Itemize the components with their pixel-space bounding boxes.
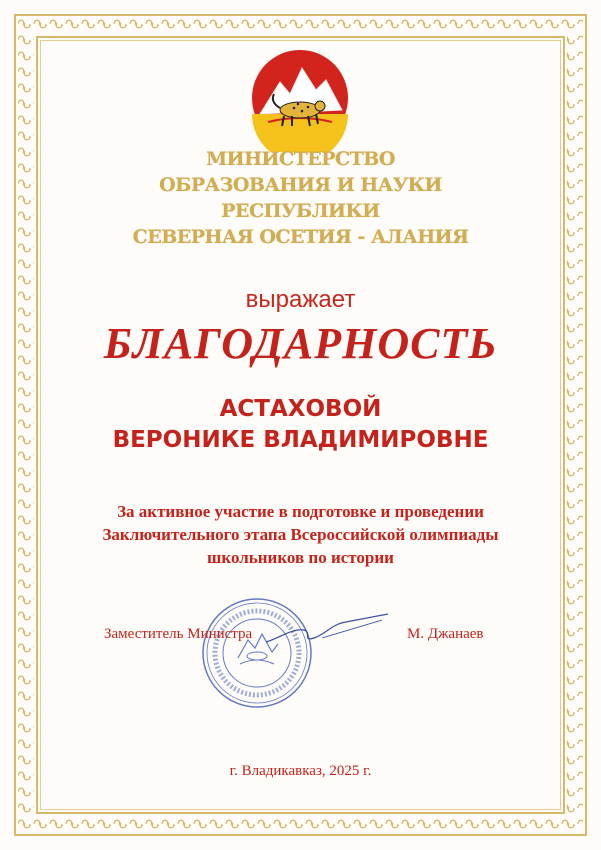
- reason-line: школьников по истории: [207, 548, 394, 567]
- award-reason: [40, 500, 561, 569]
- handwritten-signature-icon: [262, 608, 392, 648]
- signatory-title: Заместитель Министра: [104, 626, 253, 642]
- ministry-name: [60, 146, 541, 250]
- signatory-name: М. Джанаев: [407, 626, 484, 642]
- recipient-name: [40, 394, 561, 456]
- gratitude-heading: БЛАГОДАРНОСТЬ: [103, 319, 498, 368]
- coat-of-arms-icon: [246, 44, 354, 152]
- ministry-line: СЕВЕРНАЯ ОСЕТИЯ - АЛАНИЯ: [132, 226, 469, 248]
- ministry-line: РЕСПУБЛИКИ: [221, 200, 380, 222]
- place-and-date: г. Владикавказ, 2025 г.: [229, 763, 372, 779]
- recipient-line: ВЕРОНИКЕ ВЛАДИМИРОВНЕ: [112, 427, 489, 453]
- ministry-line: МИНИСТЕРСТВО: [206, 148, 395, 170]
- reason-line: За активное участие в подготовке и проведении: [117, 502, 484, 521]
- expresses-text: выражает: [245, 286, 356, 313]
- reason-line: Заключительного этапа Всероссийской олимпиады: [102, 525, 499, 544]
- ministry-line: ОБРАЗОВАНИЯ И НАУКИ: [159, 174, 442, 196]
- recipient-line: АСТАХОВОЙ: [219, 396, 382, 422]
